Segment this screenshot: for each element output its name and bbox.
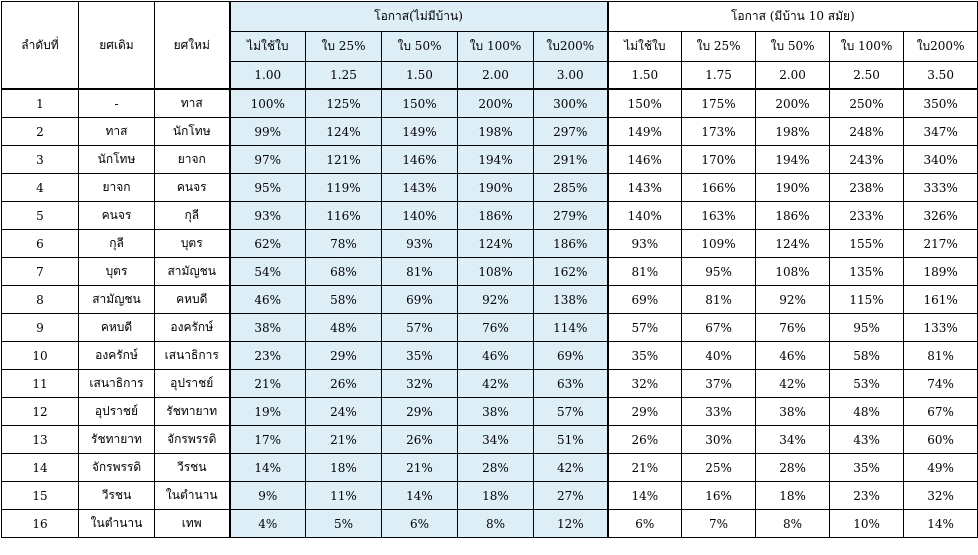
old-title-cell: นักโทษ: [79, 146, 155, 174]
chance-no-house-cell: 63%: [534, 370, 608, 398]
chance-house-cell: 69%: [608, 286, 682, 314]
chance-no-house-cell: 14%: [230, 454, 306, 482]
chance-house-cell: 23%: [830, 482, 904, 510]
chance-no-house-cell: 119%: [306, 174, 382, 202]
multiplier-house: 1.50: [608, 62, 682, 90]
chance-no-house-cell: 93%: [382, 230, 458, 258]
chance-no-house-cell: 29%: [382, 398, 458, 426]
chance-house-cell: 26%: [608, 426, 682, 454]
chance-house-cell: 46%: [756, 342, 830, 370]
chance-house-cell: 93%: [608, 230, 682, 258]
new-title-cell: ในตำนาน: [155, 482, 230, 510]
rank-cell: 5: [2, 202, 79, 230]
new-title-cell: บุตร: [155, 230, 230, 258]
chance-no-house-cell: 300%: [534, 89, 608, 118]
chance-no-house-cell: 42%: [534, 454, 608, 482]
chance-no-house-cell: 149%: [382, 118, 458, 146]
new-title-cell: จักรพรรดิ: [155, 426, 230, 454]
rank-cell: 10: [2, 342, 79, 370]
table-row: [2, 230, 978, 258]
chance-no-house-cell: 21%: [230, 370, 306, 398]
table-row: [2, 370, 978, 398]
chance-house-cell: 194%: [756, 146, 830, 174]
header-rank: ลำดับที่: [2, 2, 79, 90]
chance-no-house-cell: 150%: [382, 89, 458, 118]
multiplier-no-house: 2.00: [458, 62, 534, 90]
multiplier-house: 2.50: [830, 62, 904, 90]
chance-no-house-cell: 194%: [458, 146, 534, 174]
chance-house-cell: 32%: [904, 482, 978, 510]
chance-no-house-cell: 38%: [458, 398, 534, 426]
chance-no-house-cell: 279%: [534, 202, 608, 230]
header-group-house: โอกาส (มีบ้าน 10 สมัย): [608, 2, 978, 32]
table-row: [2, 342, 978, 370]
table-row: [2, 510, 978, 538]
chance-no-house-cell: 69%: [382, 286, 458, 314]
chance-no-house-cell: 100%: [230, 89, 306, 118]
table-body: [2, 89, 978, 538]
chance-no-house-cell: 27%: [534, 482, 608, 510]
chance-no-house-cell: 116%: [306, 202, 382, 230]
chance-no-house-cell: 162%: [534, 258, 608, 286]
header-old-title: ยศเดิม: [79, 2, 155, 90]
chance-house-cell: 57%: [608, 314, 682, 342]
chance-no-house-cell: 114%: [534, 314, 608, 342]
chance-no-house-cell: 140%: [382, 202, 458, 230]
old-title-cell: อุปราชย์: [79, 398, 155, 426]
new-title-cell: กุลี: [155, 202, 230, 230]
multiplier-no-house: 1.25: [306, 62, 382, 90]
chance-house-cell: 38%: [756, 398, 830, 426]
chance-no-house-cell: 9%: [230, 482, 306, 510]
old-title-cell: เสนาธิการ: [79, 370, 155, 398]
chance-no-house-cell: 95%: [230, 174, 306, 202]
chance-no-house-cell: 143%: [382, 174, 458, 202]
chance-no-house-cell: 29%: [306, 342, 382, 370]
new-title-cell: ทาส: [155, 89, 230, 118]
new-title-cell: วีรชน: [155, 454, 230, 482]
multiplier-no-house: 1.50: [382, 62, 458, 90]
rank-opportunity-table: [1, 1, 978, 538]
header-no-house-col: ใบ 50%: [382, 32, 458, 62]
chance-house-cell: 140%: [608, 202, 682, 230]
chance-no-house-cell: 14%: [382, 482, 458, 510]
chance-no-house-cell: 38%: [230, 314, 306, 342]
rank-cell: 13: [2, 426, 79, 454]
chance-house-cell: 163%: [682, 202, 756, 230]
new-title-cell: เทพ: [155, 510, 230, 538]
chance-no-house-cell: 186%: [534, 230, 608, 258]
chance-house-cell: 29%: [608, 398, 682, 426]
header-house-col: ใบ 25%: [682, 32, 756, 62]
chance-no-house-cell: 92%: [458, 286, 534, 314]
chance-no-house-cell: 23%: [230, 342, 306, 370]
chance-no-house-cell: 146%: [382, 146, 458, 174]
rank-cell: 1: [2, 89, 79, 118]
chance-house-cell: 124%: [756, 230, 830, 258]
chance-house-cell: 8%: [756, 510, 830, 538]
chance-house-cell: 340%: [904, 146, 978, 174]
chance-no-house-cell: 11%: [306, 482, 382, 510]
chance-house-cell: 190%: [756, 174, 830, 202]
chance-house-cell: 92%: [756, 286, 830, 314]
rank-cell: 8: [2, 286, 79, 314]
chance-no-house-cell: 51%: [534, 426, 608, 454]
chance-no-house-cell: 28%: [458, 454, 534, 482]
rank-cell: 15: [2, 482, 79, 510]
chance-house-cell: 53%: [830, 370, 904, 398]
chance-house-cell: 233%: [830, 202, 904, 230]
chance-no-house-cell: 8%: [458, 510, 534, 538]
table-row: [2, 454, 978, 482]
chance-house-cell: 217%: [904, 230, 978, 258]
chance-no-house-cell: 19%: [230, 398, 306, 426]
rank-cell: 14: [2, 454, 79, 482]
chance-no-house-cell: 17%: [230, 426, 306, 454]
chance-house-cell: 40%: [682, 342, 756, 370]
chance-no-house-cell: 18%: [306, 454, 382, 482]
old-title-cell: ยาจก: [79, 174, 155, 202]
chance-house-cell: 81%: [608, 258, 682, 286]
rank-cell: 7: [2, 258, 79, 286]
chance-house-cell: 143%: [608, 174, 682, 202]
chance-house-cell: 248%: [830, 118, 904, 146]
chance-no-house-cell: 18%: [458, 482, 534, 510]
chance-no-house-cell: 48%: [306, 314, 382, 342]
chance-house-cell: 67%: [682, 314, 756, 342]
old-title-cell: องครักษ์: [79, 342, 155, 370]
rank-cell: 6: [2, 230, 79, 258]
multiplier-house: 2.00: [756, 62, 830, 90]
chance-no-house-cell: 21%: [382, 454, 458, 482]
rank-cell: 12: [2, 398, 79, 426]
chance-house-cell: 28%: [756, 454, 830, 482]
new-title-cell: นักโทษ: [155, 118, 230, 146]
old-title-cell: วีรชน: [79, 482, 155, 510]
chance-no-house-cell: 291%: [534, 146, 608, 174]
table-row: [2, 426, 978, 454]
chance-no-house-cell: 186%: [458, 202, 534, 230]
new-title-cell: คนจร: [155, 174, 230, 202]
chance-no-house-cell: 4%: [230, 510, 306, 538]
chance-house-cell: 149%: [608, 118, 682, 146]
header-group-no-house: โอกาส(ไม่มีบ้าน): [230, 2, 608, 32]
table-row: [2, 398, 978, 426]
chance-no-house-cell: 57%: [382, 314, 458, 342]
multiplier-no-house: 1.00: [230, 62, 306, 90]
chance-house-cell: 14%: [904, 510, 978, 538]
chance-house-cell: 16%: [682, 482, 756, 510]
chance-no-house-cell: 46%: [230, 286, 306, 314]
chance-house-cell: 198%: [756, 118, 830, 146]
table-row: [2, 286, 978, 314]
chance-no-house-cell: 124%: [306, 118, 382, 146]
chance-house-cell: 35%: [608, 342, 682, 370]
chance-house-cell: 109%: [682, 230, 756, 258]
chance-no-house-cell: 198%: [458, 118, 534, 146]
chance-house-cell: 326%: [904, 202, 978, 230]
chance-no-house-cell: 99%: [230, 118, 306, 146]
header-no-house-col: ใบ200%: [534, 32, 608, 62]
chance-house-cell: 133%: [904, 314, 978, 342]
chance-house-cell: 18%: [756, 482, 830, 510]
chance-house-cell: 32%: [608, 370, 682, 398]
old-title-cell: จักรพรรดิ: [79, 454, 155, 482]
table-row: [2, 118, 978, 146]
chance-no-house-cell: 68%: [306, 258, 382, 286]
old-title-cell: คนจร: [79, 202, 155, 230]
chance-no-house-cell: 58%: [306, 286, 382, 314]
header-house-col: ไม่ใช้ใบ: [608, 32, 682, 62]
chance-no-house-cell: 121%: [306, 146, 382, 174]
old-title-cell: ในตำนาน: [79, 510, 155, 538]
chance-no-house-cell: 108%: [458, 258, 534, 286]
table-header: [2, 2, 978, 90]
chance-house-cell: 115%: [830, 286, 904, 314]
chance-no-house-cell: 34%: [458, 426, 534, 454]
chance-house-cell: 166%: [682, 174, 756, 202]
chance-house-cell: 60%: [904, 426, 978, 454]
chance-house-cell: 10%: [830, 510, 904, 538]
chance-house-cell: 186%: [756, 202, 830, 230]
chance-house-cell: 58%: [830, 342, 904, 370]
chance-no-house-cell: 285%: [534, 174, 608, 202]
chance-no-house-cell: 42%: [458, 370, 534, 398]
new-title-cell: ยาจก: [155, 146, 230, 174]
old-title-cell: รัชทายาท: [79, 426, 155, 454]
table-row: [2, 202, 978, 230]
chance-house-cell: 42%: [756, 370, 830, 398]
chance-house-cell: 350%: [904, 89, 978, 118]
old-title-cell: -: [79, 89, 155, 118]
chance-house-cell: 43%: [830, 426, 904, 454]
chance-no-house-cell: 57%: [534, 398, 608, 426]
rank-cell: 16: [2, 510, 79, 538]
chance-house-cell: 21%: [608, 454, 682, 482]
chance-house-cell: 34%: [756, 426, 830, 454]
chance-house-cell: 76%: [756, 314, 830, 342]
chance-no-house-cell: 81%: [382, 258, 458, 286]
chance-no-house-cell: 125%: [306, 89, 382, 118]
chance-no-house-cell: 21%: [306, 426, 382, 454]
new-title-cell: สามัญชน: [155, 258, 230, 286]
chance-no-house-cell: 24%: [306, 398, 382, 426]
chance-no-house-cell: 6%: [382, 510, 458, 538]
chance-house-cell: 95%: [682, 258, 756, 286]
chance-house-cell: 14%: [608, 482, 682, 510]
header-new-title: ยศใหม่: [155, 2, 230, 90]
chance-house-cell: 250%: [830, 89, 904, 118]
chance-no-house-cell: 93%: [230, 202, 306, 230]
chance-no-house-cell: 138%: [534, 286, 608, 314]
old-title-cell: สามัญชน: [79, 286, 155, 314]
chance-no-house-cell: 76%: [458, 314, 534, 342]
rank-cell: 9: [2, 314, 79, 342]
new-title-cell: รัชทายาท: [155, 398, 230, 426]
rank-cell: 3: [2, 146, 79, 174]
new-title-cell: คหบดี: [155, 286, 230, 314]
chance-no-house-cell: 97%: [230, 146, 306, 174]
header-house-col: ใบ 50%: [756, 32, 830, 62]
chance-house-cell: 189%: [904, 258, 978, 286]
chance-house-cell: 170%: [682, 146, 756, 174]
chance-house-cell: 35%: [830, 454, 904, 482]
chance-no-house-cell: 46%: [458, 342, 534, 370]
chance-house-cell: 150%: [608, 89, 682, 118]
chance-house-cell: 81%: [682, 286, 756, 314]
chance-house-cell: 37%: [682, 370, 756, 398]
chance-no-house-cell: 54%: [230, 258, 306, 286]
chance-no-house-cell: 35%: [382, 342, 458, 370]
chance-house-cell: 67%: [904, 398, 978, 426]
old-title-cell: ทาส: [79, 118, 155, 146]
table-row: [2, 89, 978, 118]
multiplier-no-house: 3.00: [534, 62, 608, 90]
new-title-cell: เสนาธิการ: [155, 342, 230, 370]
chance-house-cell: 74%: [904, 370, 978, 398]
chance-house-cell: 238%: [830, 174, 904, 202]
chance-house-cell: 49%: [904, 454, 978, 482]
table-row: [2, 174, 978, 202]
chance-no-house-cell: 124%: [458, 230, 534, 258]
header-no-house-col: ใบ 25%: [306, 32, 382, 62]
chance-house-cell: 347%: [904, 118, 978, 146]
chance-house-cell: 25%: [682, 454, 756, 482]
chance-house-cell: 7%: [682, 510, 756, 538]
old-title-cell: กุลี: [79, 230, 155, 258]
chance-house-cell: 161%: [904, 286, 978, 314]
chance-house-cell: 333%: [904, 174, 978, 202]
chance-house-cell: 243%: [830, 146, 904, 174]
header-no-house-col: ใบ 100%: [458, 32, 534, 62]
chance-house-cell: 95%: [830, 314, 904, 342]
chance-house-cell: 30%: [682, 426, 756, 454]
header-house-col: ใบ 100%: [830, 32, 904, 62]
chance-no-house-cell: 32%: [382, 370, 458, 398]
multiplier-house: 3.50: [904, 62, 978, 90]
old-title-cell: คหบดี: [79, 314, 155, 342]
chance-no-house-cell: 297%: [534, 118, 608, 146]
chance-house-cell: 81%: [904, 342, 978, 370]
chance-house-cell: 108%: [756, 258, 830, 286]
chance-no-house-cell: 200%: [458, 89, 534, 118]
table-row: [2, 482, 978, 510]
rank-cell: 11: [2, 370, 79, 398]
rank-cell: 4: [2, 174, 79, 202]
chance-no-house-cell: 69%: [534, 342, 608, 370]
chance-no-house-cell: 5%: [306, 510, 382, 538]
chance-house-cell: 155%: [830, 230, 904, 258]
chance-house-cell: 135%: [830, 258, 904, 286]
chance-house-cell: 200%: [756, 89, 830, 118]
chance-house-cell: 33%: [682, 398, 756, 426]
new-title-cell: อุปราชย์: [155, 370, 230, 398]
header-no-house-col: ไม่ใช้ใบ: [230, 32, 306, 62]
table-row: [2, 146, 978, 174]
chance-house-cell: 175%: [682, 89, 756, 118]
chance-no-house-cell: 62%: [230, 230, 306, 258]
old-title-cell: บุตร: [79, 258, 155, 286]
new-title-cell: องครักษ์: [155, 314, 230, 342]
chance-house-cell: 173%: [682, 118, 756, 146]
chance-house-cell: 6%: [608, 510, 682, 538]
multiplier-house: 1.75: [682, 62, 756, 90]
table-row: [2, 258, 978, 286]
chance-no-house-cell: 78%: [306, 230, 382, 258]
chance-no-house-cell: 26%: [306, 370, 382, 398]
chance-no-house-cell: 26%: [382, 426, 458, 454]
chance-house-cell: 146%: [608, 146, 682, 174]
table-row: [2, 314, 978, 342]
rank-cell: 2: [2, 118, 79, 146]
header-house-col: ใบ200%: [904, 32, 978, 62]
chance-no-house-cell: 190%: [458, 174, 534, 202]
chance-house-cell: 48%: [830, 398, 904, 426]
chance-no-house-cell: 12%: [534, 510, 608, 538]
